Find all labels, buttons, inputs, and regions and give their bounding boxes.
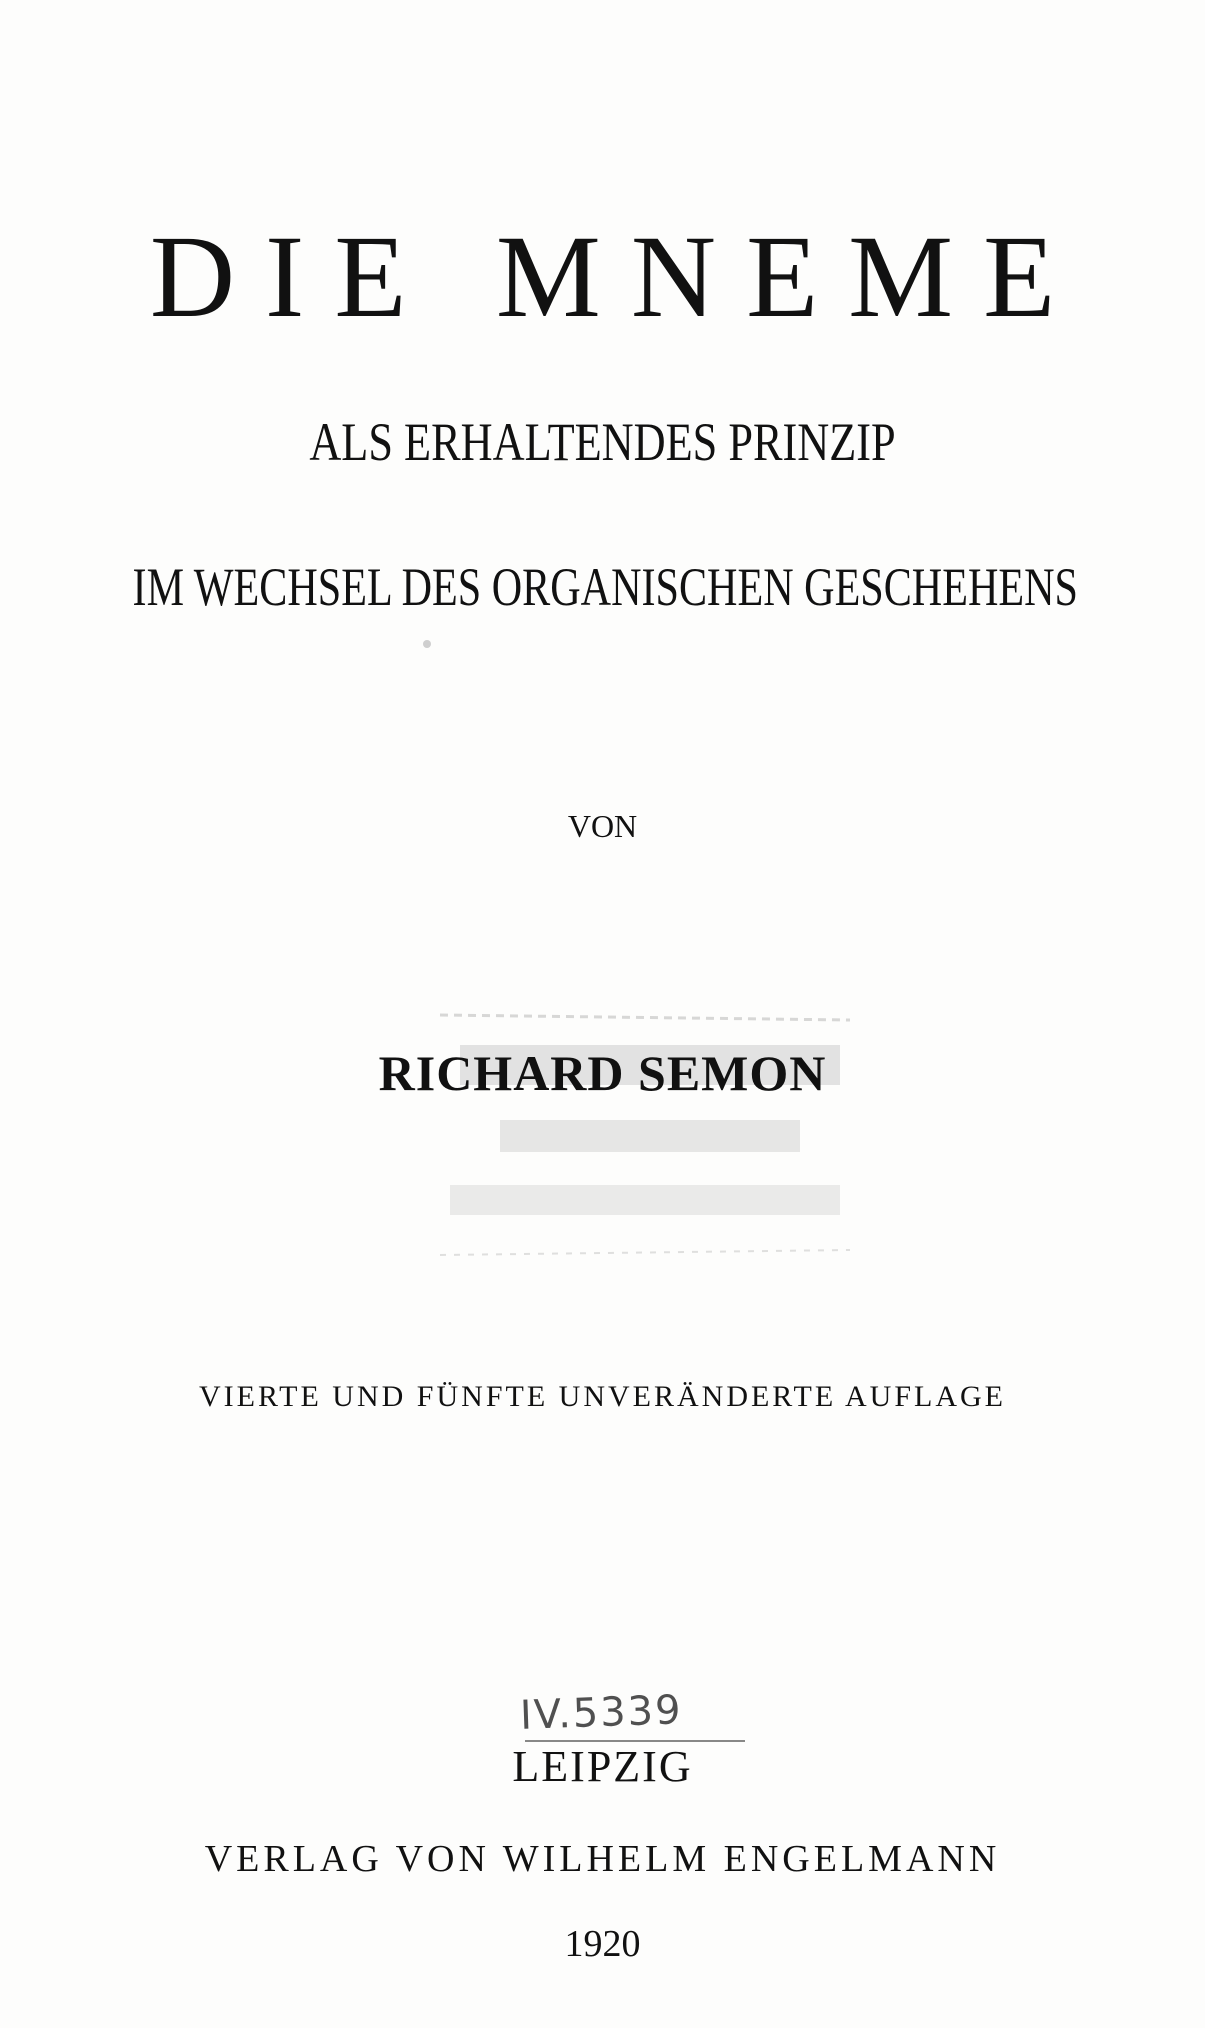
by-label: VON <box>567 808 638 844</box>
paper-speck <box>423 640 431 648</box>
subtitle-line-2: IM WECHSEL DES ORGANISCHEN GESCHEHENS <box>132 557 1078 617</box>
author-name: RICHARD SEMON <box>378 1045 827 1101</box>
edition-note: VIERTE UND FÜNFTE UNVERÄNDERTE AUFLAGE <box>198 1380 1007 1413</box>
subtitle-line-1: ALS ERHALTENDES PRINZIP <box>309 412 896 472</box>
publication-year: 1920 <box>564 1923 641 1965</box>
book-title: DIE MNEME <box>149 211 1086 342</box>
publication-place: LEIPZIG <box>512 1742 693 1791</box>
handwritten-shelfmark: IV.5339 <box>519 1687 684 1739</box>
publisher-name: VERLAG VON WILHELM ENGELMANN <box>204 1838 1001 1880</box>
